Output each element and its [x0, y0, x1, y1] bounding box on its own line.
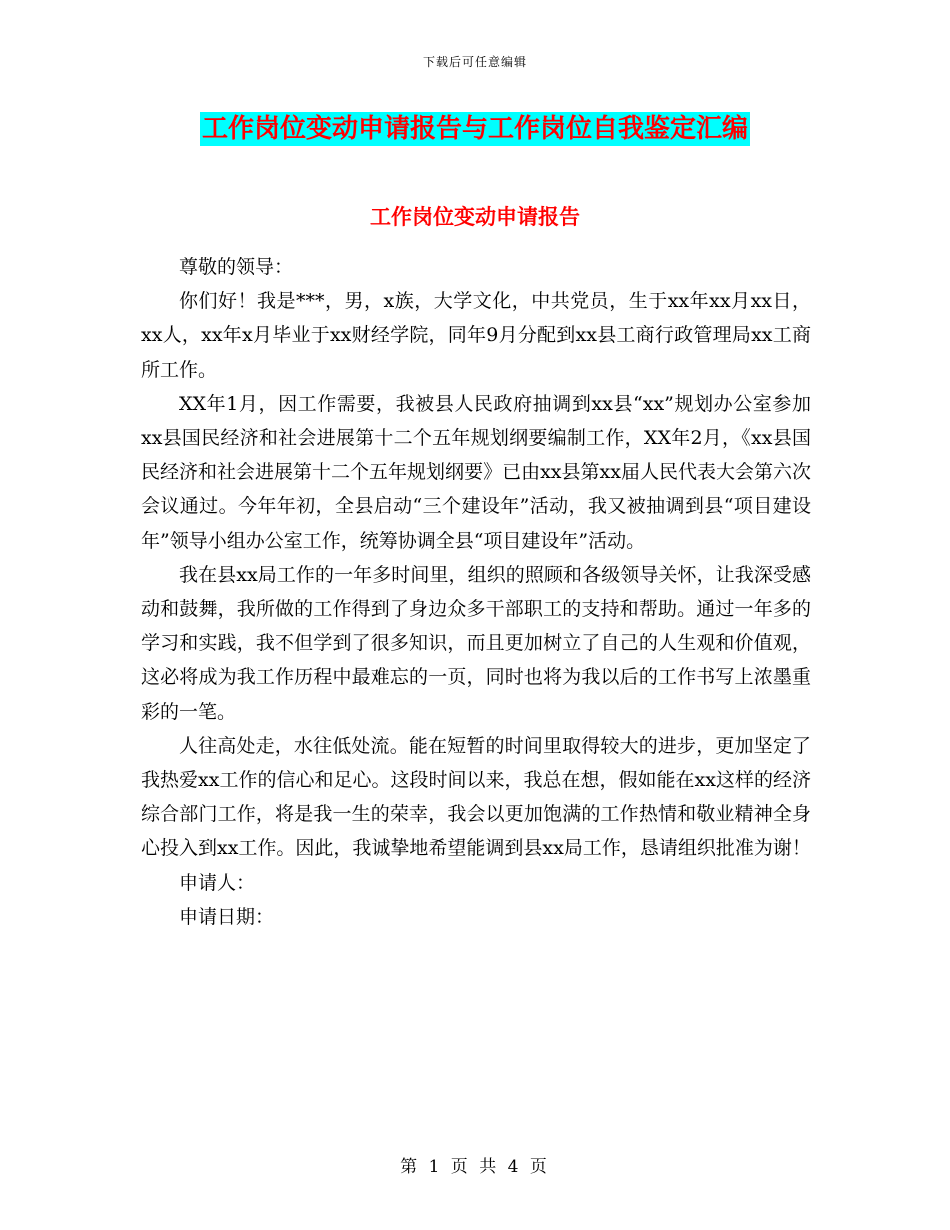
- main-title-wrap: [0, 112, 950, 146]
- paragraph-history: XX年1月，因工作需要，我被县人民政府抽调到xx县“xx”规划办公室参加xx县国民经济和社会进展第十二个五年规划纲要编制工作，XX年2月，《xx县国民经济和社会进展第十二个五年规划纲要》已由xx县第xx届人民代表大会第六次会议通过。今年年初，全县启动“三个建设年”活动，我又被抽调到县“项目建设年”领导小组办公室工作，统筹协调全县“项目建设年”活动。: [141, 392, 811, 552]
- paragraph-request: 人往高处走，水往低处流。能在短暂的时间里取得较大的进步，更加坚定了我热爱xx工作的信心和足心。这段时间以来，我总在想，假如能在xx这样的经济综合部门工作，将是我一生的荣幸，我会以更加饱满的工作热情和敬业精神全身心投入到xx工作。因此，我诚挚地希望能调到县xx局工作，恳请组织批准为谢！: [141, 734, 811, 860]
- paragraph-experience: 我在县xx局工作的一年多时间里，组织的照顾和各级领导关怀，让我深受感动和鼓舞，我所做的工作得到了身边众多干部职工的支持和帮助。通过一年多的学习和实践，我不但学到了很多知识，而且更加树立了自己的人生观和价值观，这必将成为我工作历程中最难忘的一页，同时也将为我以后的工作书写上浓墨重彩的一笔。: [141, 563, 811, 723]
- page-number: 第 1 页 共 4 页: [400, 1157, 550, 1177]
- header-note: 下载后可任意编辑: [422, 55, 527, 69]
- salutation: 尊敬的领导：: [179, 256, 294, 278]
- sub-title: 工作岗位变动申请报告: [370, 204, 580, 229]
- main-title: 工作岗位变动申请报告与工作岗位自我鉴定汇编: [201, 114, 748, 144]
- document-body: [141, 250, 811, 934]
- date-line: 申请日期：: [179, 905, 275, 928]
- paragraph-intro: 你们好！我是***，男，x族，大学文化，中共党员，生于xx年xx月xx日，xx人，xx年x月毕业于xx财经学院，同年9月分配到xx县工商行政管理局xx工商所工作。: [141, 290, 811, 381]
- applicant-line: 申请人：: [179, 871, 256, 894]
